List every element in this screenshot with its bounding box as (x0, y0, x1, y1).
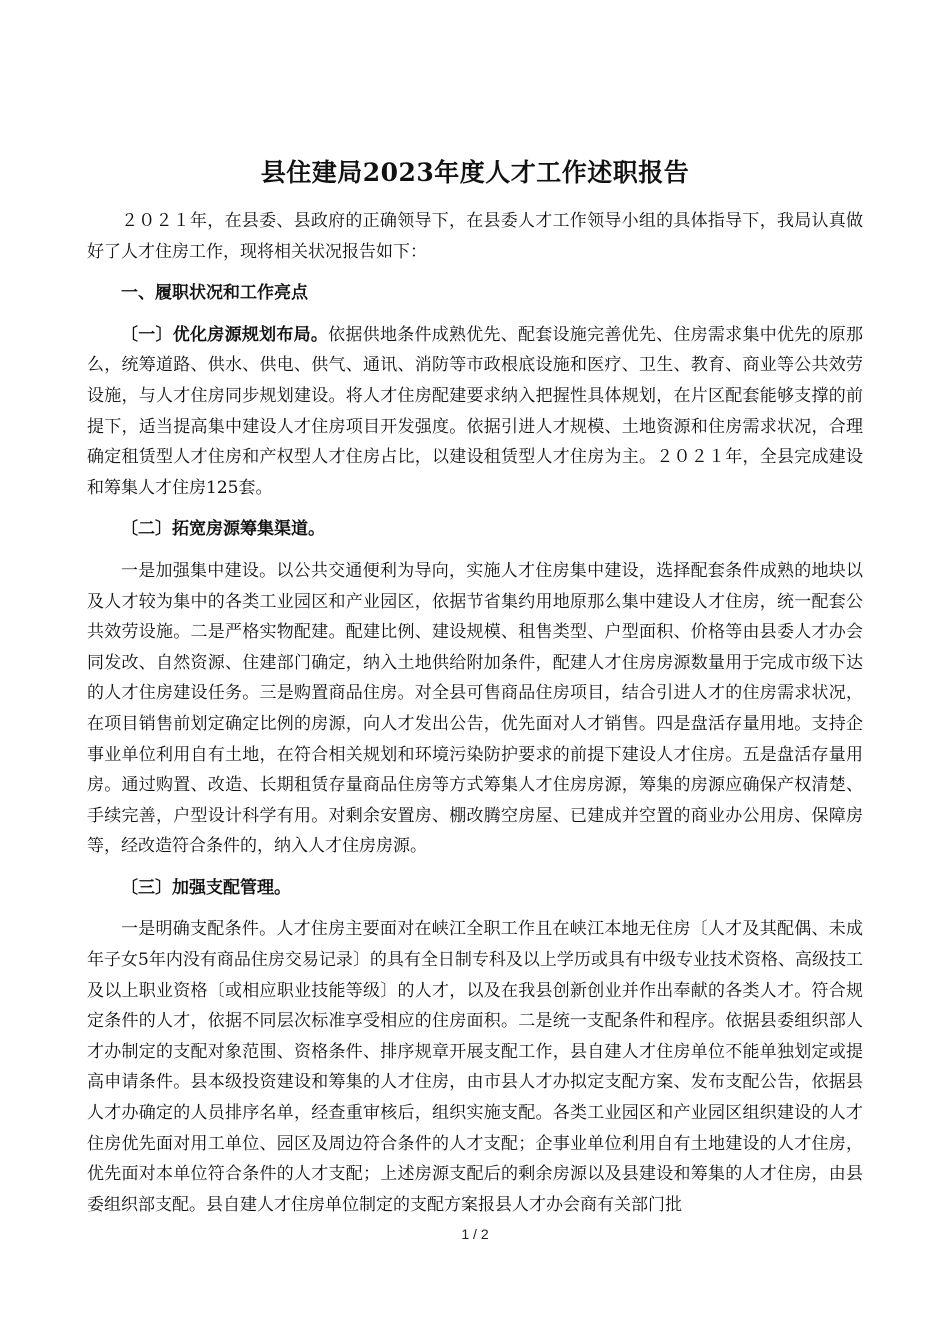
item1-heading: 〔一〕优化房源规划布局。 (121, 324, 329, 345)
section-heading-1: 一、履职状况和工作亮点 (121, 283, 308, 304)
document-body (87, 206, 863, 1220)
item2-paragraph: 一是加强集中建设。以公共交通便利为导向，实施人才住房集中建设，选择配套条件成熟的地块以及人才较为集中的各类工业园区和产业园区，依据节省集约用地原那么集中建设人才住房，统一配套公共效劳设施。二是严格实物配建。配建比例、建设规模、租售类型、户型面积、价格等由县委人才办会同发改、自然资源、住建部门确定，纳入土地供给附加条件，配建人才住房房源数量用于完成市级下达的人才住房建设任务。三是购置商品住房。对全县可售商品住房项目，结合引进人才的住房需求状况，在项目销售前划定确定比例的房源，向人才发出公告，优先面对人才销售。四是盘活存量用地。支持企事业单位利用自有土地，在符合相关规划和环境污染防护要求的前提下建设人才住房。五是盘活存量用房。通过购置、改造、长期租赁存量商品住房等方式筹集人才住房房源，筹集的房源应确保产权清楚、手续完善，户型设计科学有用。对剩余安置房、棚改腾空房屋、已建成并空置的商业办公用房、保障房等，经改造符合条件的，纳入人才住房房源。 (87, 560, 863, 857)
document-title: 县住建局2023年度人才工作述职报告 (260, 158, 690, 187)
item3-heading: 〔三〕加强支配管理。 (121, 877, 291, 898)
intro-paragraph: ２０２１年，在县委、县政府的正确领导下，在县委人才工作领导小组的具体指导下，我局认真做好了人才住房工作，现将相关状况报告如下： (87, 211, 863, 262)
item1-text: 依据供地条件成熟优先、配套设施完善优先、住房需求集中优先的原那么，统筹道路、供水、供电、供气、通讯、消防等市政根底设施和医疗、卫生、教育、商业等公共效劳设施，与人才住房同步规划建设。将人才住房配建要求纳入把握性具体规划，在片区配套能够支撑的前提下，适当提高集中建设人才住房项目开发强度。依据引进人才规模、土地资源和住房需求状况，合理确定租赁型人才住房和产权型人才住房占比，以建设租赁型人才住房为主。２０２１年，全县完成建设和筹集人才住房125套。 (87, 324, 864, 498)
item3-paragraph: 一是明确支配条件。人才住房主要面对在峡江全职工作且在峡江本地无住房〔人才及其配偶、未成年子女5年内没有商品住房交易记录〕的具有全日制专科及以上学历或具有中级专业技术资格、高级技工及以上职业资格〔或相应职业技能等级〕的人才，以及在我县创新创业并作出奉献的各类人才。符合规定条件的人才，依据不同层次标准享受相应的住房面积。二是统一支配条件和程序。依据县委组织部人才办制定的支配对象范围、资格条件、排序规章开展支配工作，县自建人才住房单位不能单独划定或提高申请条件。县本级投资建设和筹集的人才住房，由市县人才办拟定支配方案、发布支配公告，依据县人才办确定的人员排序名单，经查重审核后，组织实施支配。各类工业园区和产业园区组织建设的人才住房优先面对用工单位、园区及周边符合条件的人才支配；企事业单位利用自有土地建设的人才住房，优先面对本单位符合条件的人才支配；上述房源支配后的剩余房源以及县建设和筹集的人才住房，由县委组织部支配。县自建人才住房单位制定的支配方案报县人才办会商有关部门批 (87, 919, 863, 1215)
page-number: 1 / 2 (461, 1226, 489, 1242)
item2-heading: 〔二〕拓宽房源筹集渠道。 (121, 519, 325, 540)
item1-paragraph (87, 320, 863, 504)
